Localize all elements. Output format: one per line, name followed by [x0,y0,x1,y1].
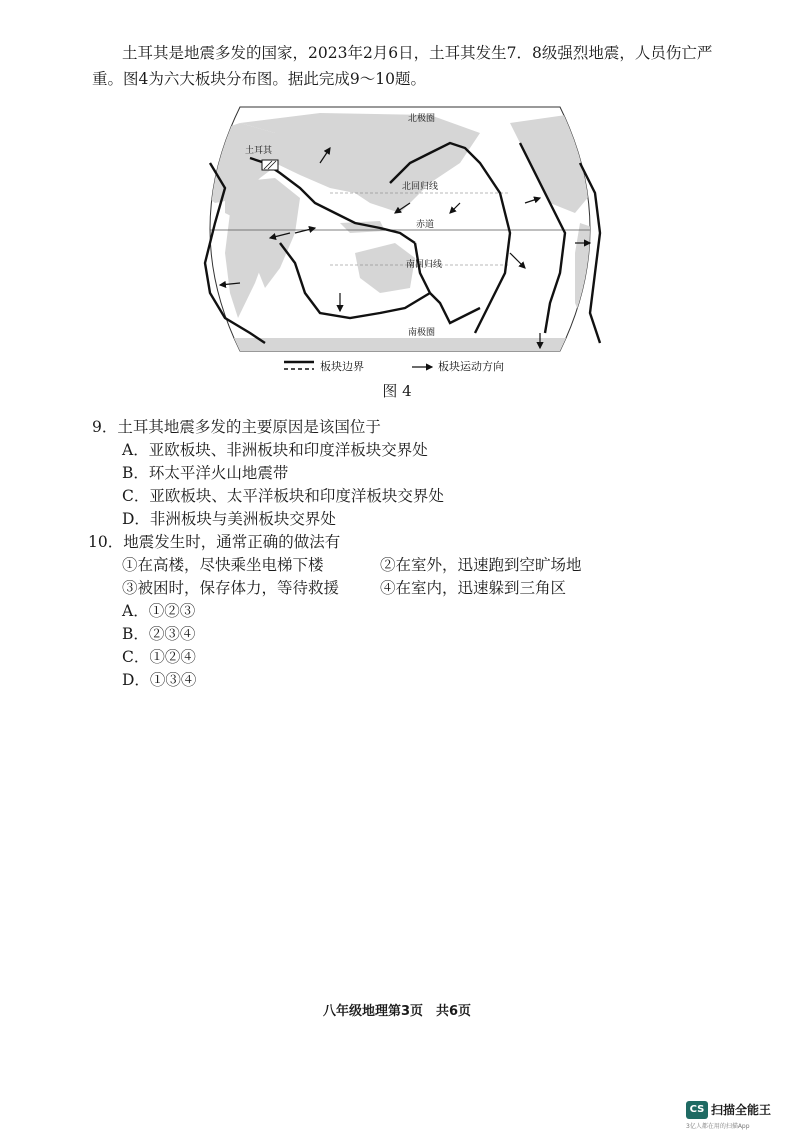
figure-caption: 图 4 [382,382,412,400]
question-9-option-a: A．亚欧板块、非洲板块和印度洋板块交界处 [122,441,428,459]
question-9-option-c: C．亚欧板块、太平洋板块和印度洋板块交界处 [122,487,444,505]
question-10-statement-1: ①在高楼，尽快乘坐电梯下楼 [122,556,324,574]
question-10-option-d: D．①③④ [122,671,197,689]
label-antarctic-circle: 南极圈 [408,328,436,338]
label-arctic-circle: 北极圈 [408,114,436,124]
question-10-statement-3: ③被困时，保存体力，等待救援 [122,579,340,597]
map-legend [282,358,552,378]
label-tropic-cancer: 北回归线 [402,182,439,192]
question-10-option-c: C．①②④ [122,648,196,666]
question-9-option-d: D．非洲板块与美洲板块交界处 [122,510,336,528]
intro-paragraph: 土耳其是地震多发的国家，2023年2月6日，土耳其发生7．8级强烈地震，人员伤亡严重。图4为六大板块分布图。据此完成9～10题。 [92,44,713,88]
page-footer: 八年级地理第3页 共6页 [322,1004,472,1019]
question-10-stem: 10．地震发生时，通常正确的做法有 [88,533,341,551]
question-10-option-a: A．①②③ [122,602,196,620]
plate-map [180,103,620,355]
plate-map-figure [180,103,620,355]
scanner-tagline: 3亿人都在用的扫描App [686,1122,750,1130]
label-equator: 赤道 [416,220,435,230]
question-10-statement-4: ④在室内，迅速躲到三角区 [380,579,567,597]
legend-direction-label: 板块运动方向 [438,360,504,373]
scanner-watermark [686,1099,790,1130]
scanner-app-name: 扫描全能王 [711,1103,772,1117]
question-9-stem: 9．土耳其地震多发的主要原因是该国位于 [92,418,381,436]
legend-graphic [282,358,552,378]
label-turkey: 土耳其 [245,146,273,156]
label-tropic-capricorn: 南回归线 [406,260,443,270]
scanner-logo-icon: CS [686,1101,708,1119]
question-9-option-b: B．环太平洋火山地震带 [122,464,289,482]
legend-boundary-label: 板块边界 [320,360,364,373]
question-10-statement-2: ②在室外，迅速跑到空旷场地 [380,556,582,574]
question-10-option-b: B．②③④ [122,625,196,643]
